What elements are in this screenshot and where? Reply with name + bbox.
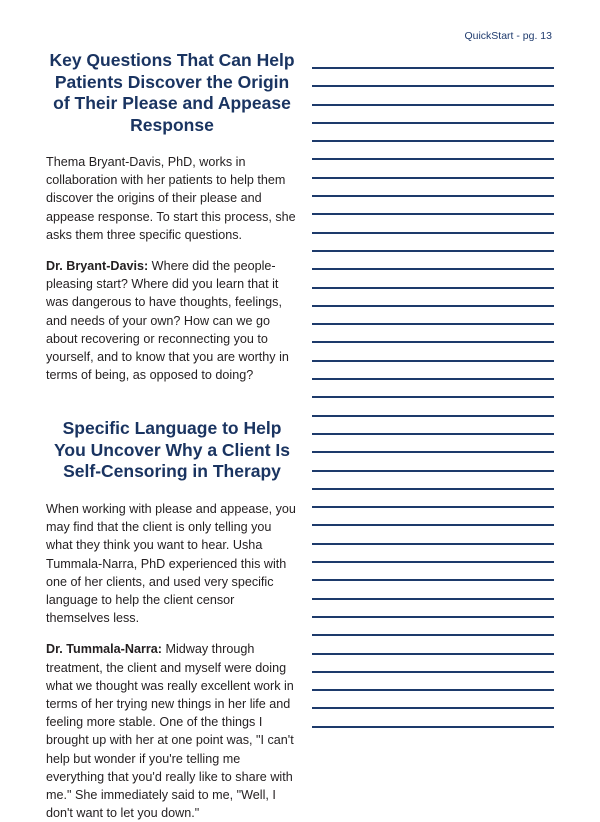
note-line [312,67,554,69]
note-line [312,140,554,142]
note-line [312,287,554,289]
note-line [312,616,554,618]
note-line [312,433,554,435]
note-line [312,305,554,307]
note-line [312,158,554,160]
note-line [312,232,554,234]
section-intro: Thema Bryant-Davis, PhD, works in collaboration with her patients to help them discover the origins of their please and appease response. To start this process, she asks them three specific questions. [46,155,296,242]
note-line [312,360,554,362]
note-line [312,213,554,215]
note-line [312,470,554,472]
note-line [312,177,554,179]
note-lines [312,67,554,744]
section-specific-language [46,418,298,822]
note-line [312,726,554,728]
note-line [312,122,554,124]
section-heading: Key Questions That Can Help Patients Discover the Origin of Their Please and Appease Response [49,50,295,135]
note-line [312,689,554,691]
note-line [312,323,554,325]
expert-quote [46,640,298,822]
note-line [312,104,554,106]
note-line [312,250,554,252]
quote-speaker: Dr. Tummala-Narra: [46,642,162,657]
note-line [312,85,554,87]
note-line [312,598,554,600]
main-content [46,50,298,822]
section-intro: When working with please and appease, you may find that the client is only telling you what they think you want to hear. Usha Tummala-Narra, PhD experienced this with one of her clients, and used very specific language to help the client censor themselves less. [46,501,296,626]
note-line [312,653,554,655]
note-line [312,195,554,197]
note-line [312,561,554,563]
note-line [312,671,554,673]
quote-text: Midway through treatment, the client and myself were doing what we thought was really excellent work in terms of her trying new things in her life and feeling more stable. One of the things I brought up with her at one point was, "I can't help but wonder if you're telling me everything that you'd really like to share with me." She immediately said to me, "Well, I don't want to let you down." [46,642,294,821]
note-line [312,341,554,343]
note-line [312,451,554,453]
note-line [312,378,554,380]
note-line [312,488,554,490]
note-line [312,579,554,581]
note-line [312,506,554,508]
note-line [312,634,554,636]
note-line [312,524,554,526]
note-line [312,396,554,398]
section-heading: Specific Language to Help You Uncover Why a Client Is Self-Censoring in Therapy [54,418,290,482]
note-line [312,543,554,545]
section-key-questions [46,50,298,384]
expert-quote [46,257,298,384]
note-line [312,707,554,709]
note-line [312,415,554,417]
quote-text: Where did the people-pleasing start? Where did you learn that it was dangerous to have thoughts, feelings, and needs of your own? How can we go about recovering or reconnecting you to yourself, and to know that you are worthy in terms of being, as opposed to doing? [46,259,289,383]
note-line [312,268,554,270]
quote-speaker: Dr. Bryant-Davis: [46,259,149,274]
page-number: QuickStart - pg. 13 [464,30,552,42]
